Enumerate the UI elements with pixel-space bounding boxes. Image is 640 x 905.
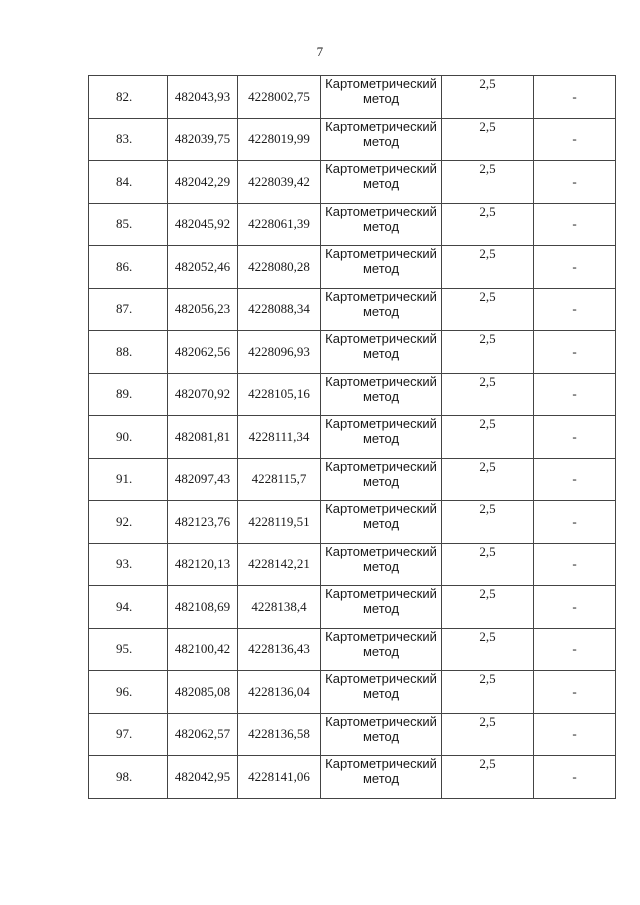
x-coordinate-cell: 482062,57 [168,713,238,756]
y-coordinate-cell: 4228136,58 [238,713,321,756]
accuracy-cell: 2,5 [442,628,534,671]
point-number: 82. [116,88,133,104]
y-coordinate-cell: 4228119,51 [238,501,321,544]
accuracy-cell: 2,5 [442,161,534,204]
method-cell: Картометрический метод [321,161,442,204]
y-coordinate-cell: 4228061,39 [238,203,321,246]
table-row [89,501,616,544]
point-number: 93. [116,556,133,572]
point-number-cell [89,203,168,246]
y-coordinate-cell: 4228115,7 [238,458,321,501]
x-coordinate-cell: 482108,69 [168,586,238,629]
y-coordinate-cell: 4228142,21 [238,543,321,586]
table-row [89,373,616,416]
x-coordinate-cell: 482043,93 [168,76,238,119]
x-coordinate-cell: 482045,92 [168,203,238,246]
point-number: 87. [116,301,133,317]
x-coordinate-cell: 482056,23 [168,288,238,331]
table-row [89,458,616,501]
point-number-cell [89,246,168,289]
table-row [89,671,616,714]
table-row [89,628,616,671]
page-number: 7 [316,44,324,59]
note-cell: - [534,203,616,246]
point-number: 98. [116,768,133,784]
y-coordinate-cell: 4228105,16 [238,373,321,416]
table-row [89,586,616,629]
point-number: 94. [116,598,133,614]
point-number-cell [89,161,168,204]
y-coordinate-cell: 4228080,28 [238,246,321,289]
accuracy-cell: 2,5 [442,76,534,119]
x-coordinate-cell: 482123,76 [168,501,238,544]
x-coordinate-cell: 482085,08 [168,671,238,714]
note-cell: - [534,501,616,544]
coordinates-table-body [89,76,616,799]
table-row [89,76,616,119]
x-coordinate-cell: 482039,75 [168,118,238,161]
note-cell: - [534,118,616,161]
method-cell: Картометрический метод [321,118,442,161]
y-coordinate-cell: 4228002,75 [238,76,321,119]
method-cell: Картометрический метод [321,458,442,501]
note-cell: - [534,288,616,331]
method-cell: Картометрический метод [321,756,442,799]
point-number: 84. [116,173,133,189]
point-number-cell [89,458,168,501]
accuracy-cell: 2,5 [442,288,534,331]
note-cell: - [534,543,616,586]
point-number-cell [89,543,168,586]
table-row [89,756,616,799]
note-cell: - [534,458,616,501]
x-coordinate-cell: 482097,43 [168,458,238,501]
method-cell: Картометрический метод [321,331,442,374]
x-coordinate-cell: 482070,92 [168,373,238,416]
x-coordinate-cell: 482100,42 [168,628,238,671]
method-cell: Картометрический метод [321,628,442,671]
point-number: 83. [116,131,133,147]
table-row [89,713,616,756]
accuracy-cell: 2,5 [442,671,534,714]
note-cell: - [534,331,616,374]
table-row [89,416,616,459]
y-coordinate-cell: 4228039,42 [238,161,321,204]
point-number: 96. [116,683,133,699]
table-row [89,246,616,289]
point-number-cell [89,713,168,756]
note-cell: - [534,161,616,204]
y-coordinate-cell: 4228136,04 [238,671,321,714]
note-cell: - [534,713,616,756]
accuracy-cell: 2,5 [442,416,534,459]
x-coordinate-cell: 482052,46 [168,246,238,289]
y-coordinate-cell: 4228111,34 [238,416,321,459]
method-cell: Картометрический метод [321,713,442,756]
accuracy-cell: 2,5 [442,756,534,799]
method-cell: Картометрический метод [321,416,442,459]
note-cell: - [534,628,616,671]
coordinates-table [88,75,616,799]
method-cell: Картометрический метод [321,203,442,246]
table-row [89,331,616,374]
point-number: 97. [116,726,133,742]
x-coordinate-cell: 482062,56 [168,331,238,374]
accuracy-cell: 2,5 [442,458,534,501]
x-coordinate-cell: 482042,29 [168,161,238,204]
point-number-cell [89,586,168,629]
method-cell: Картометрический метод [321,373,442,416]
note-cell: - [534,373,616,416]
point-number-cell [89,331,168,374]
y-coordinate-cell: 4228019,99 [238,118,321,161]
accuracy-cell: 2,5 [442,586,534,629]
point-number-cell [89,628,168,671]
point-number-cell [89,501,168,544]
point-number-cell [89,416,168,459]
point-number: 90. [116,428,133,444]
method-cell: Картометрический метод [321,543,442,586]
accuracy-cell: 2,5 [442,501,534,544]
table-row [89,118,616,161]
table-row [89,543,616,586]
method-cell: Картометрический метод [321,501,442,544]
method-cell: Картометрический метод [321,288,442,331]
x-coordinate-cell: 482081,81 [168,416,238,459]
accuracy-cell: 2,5 [442,543,534,586]
method-cell: Картометрический метод [321,586,442,629]
point-number-cell [89,373,168,416]
point-number: 89. [116,386,133,402]
point-number-cell [89,756,168,799]
note-cell: - [534,416,616,459]
point-number-cell [89,671,168,714]
point-number: 91. [116,471,133,487]
point-number: 85. [116,216,133,232]
y-coordinate-cell: 4228138,4 [238,586,321,629]
note-cell: - [534,76,616,119]
table-row [89,288,616,331]
point-number-cell [89,76,168,119]
note-cell: - [534,671,616,714]
accuracy-cell: 2,5 [442,203,534,246]
y-coordinate-cell: 4228096,93 [238,331,321,374]
table-row [89,161,616,204]
accuracy-cell: 2,5 [442,331,534,374]
method-cell: Картометрический метод [321,671,442,714]
x-coordinate-cell: 482042,95 [168,756,238,799]
method-cell: Картометрический метод [321,76,442,119]
point-number: 92. [116,513,133,529]
note-cell: - [534,246,616,289]
y-coordinate-cell: 4228141,06 [238,756,321,799]
method-cell: Картометрический метод [321,246,442,289]
accuracy-cell: 2,5 [442,373,534,416]
y-coordinate-cell: 4228136,43 [238,628,321,671]
table-row [89,203,616,246]
accuracy-cell: 2,5 [442,246,534,289]
x-coordinate-cell: 482120,13 [168,543,238,586]
point-number: 86. [116,258,133,274]
point-number: 95. [116,641,133,657]
note-cell: - [534,756,616,799]
point-number-cell [89,288,168,331]
note-cell: - [534,586,616,629]
point-number: 88. [116,343,133,359]
y-coordinate-cell: 4228088,34 [238,288,321,331]
point-number-cell [89,118,168,161]
accuracy-cell: 2,5 [442,713,534,756]
accuracy-cell: 2,5 [442,118,534,161]
